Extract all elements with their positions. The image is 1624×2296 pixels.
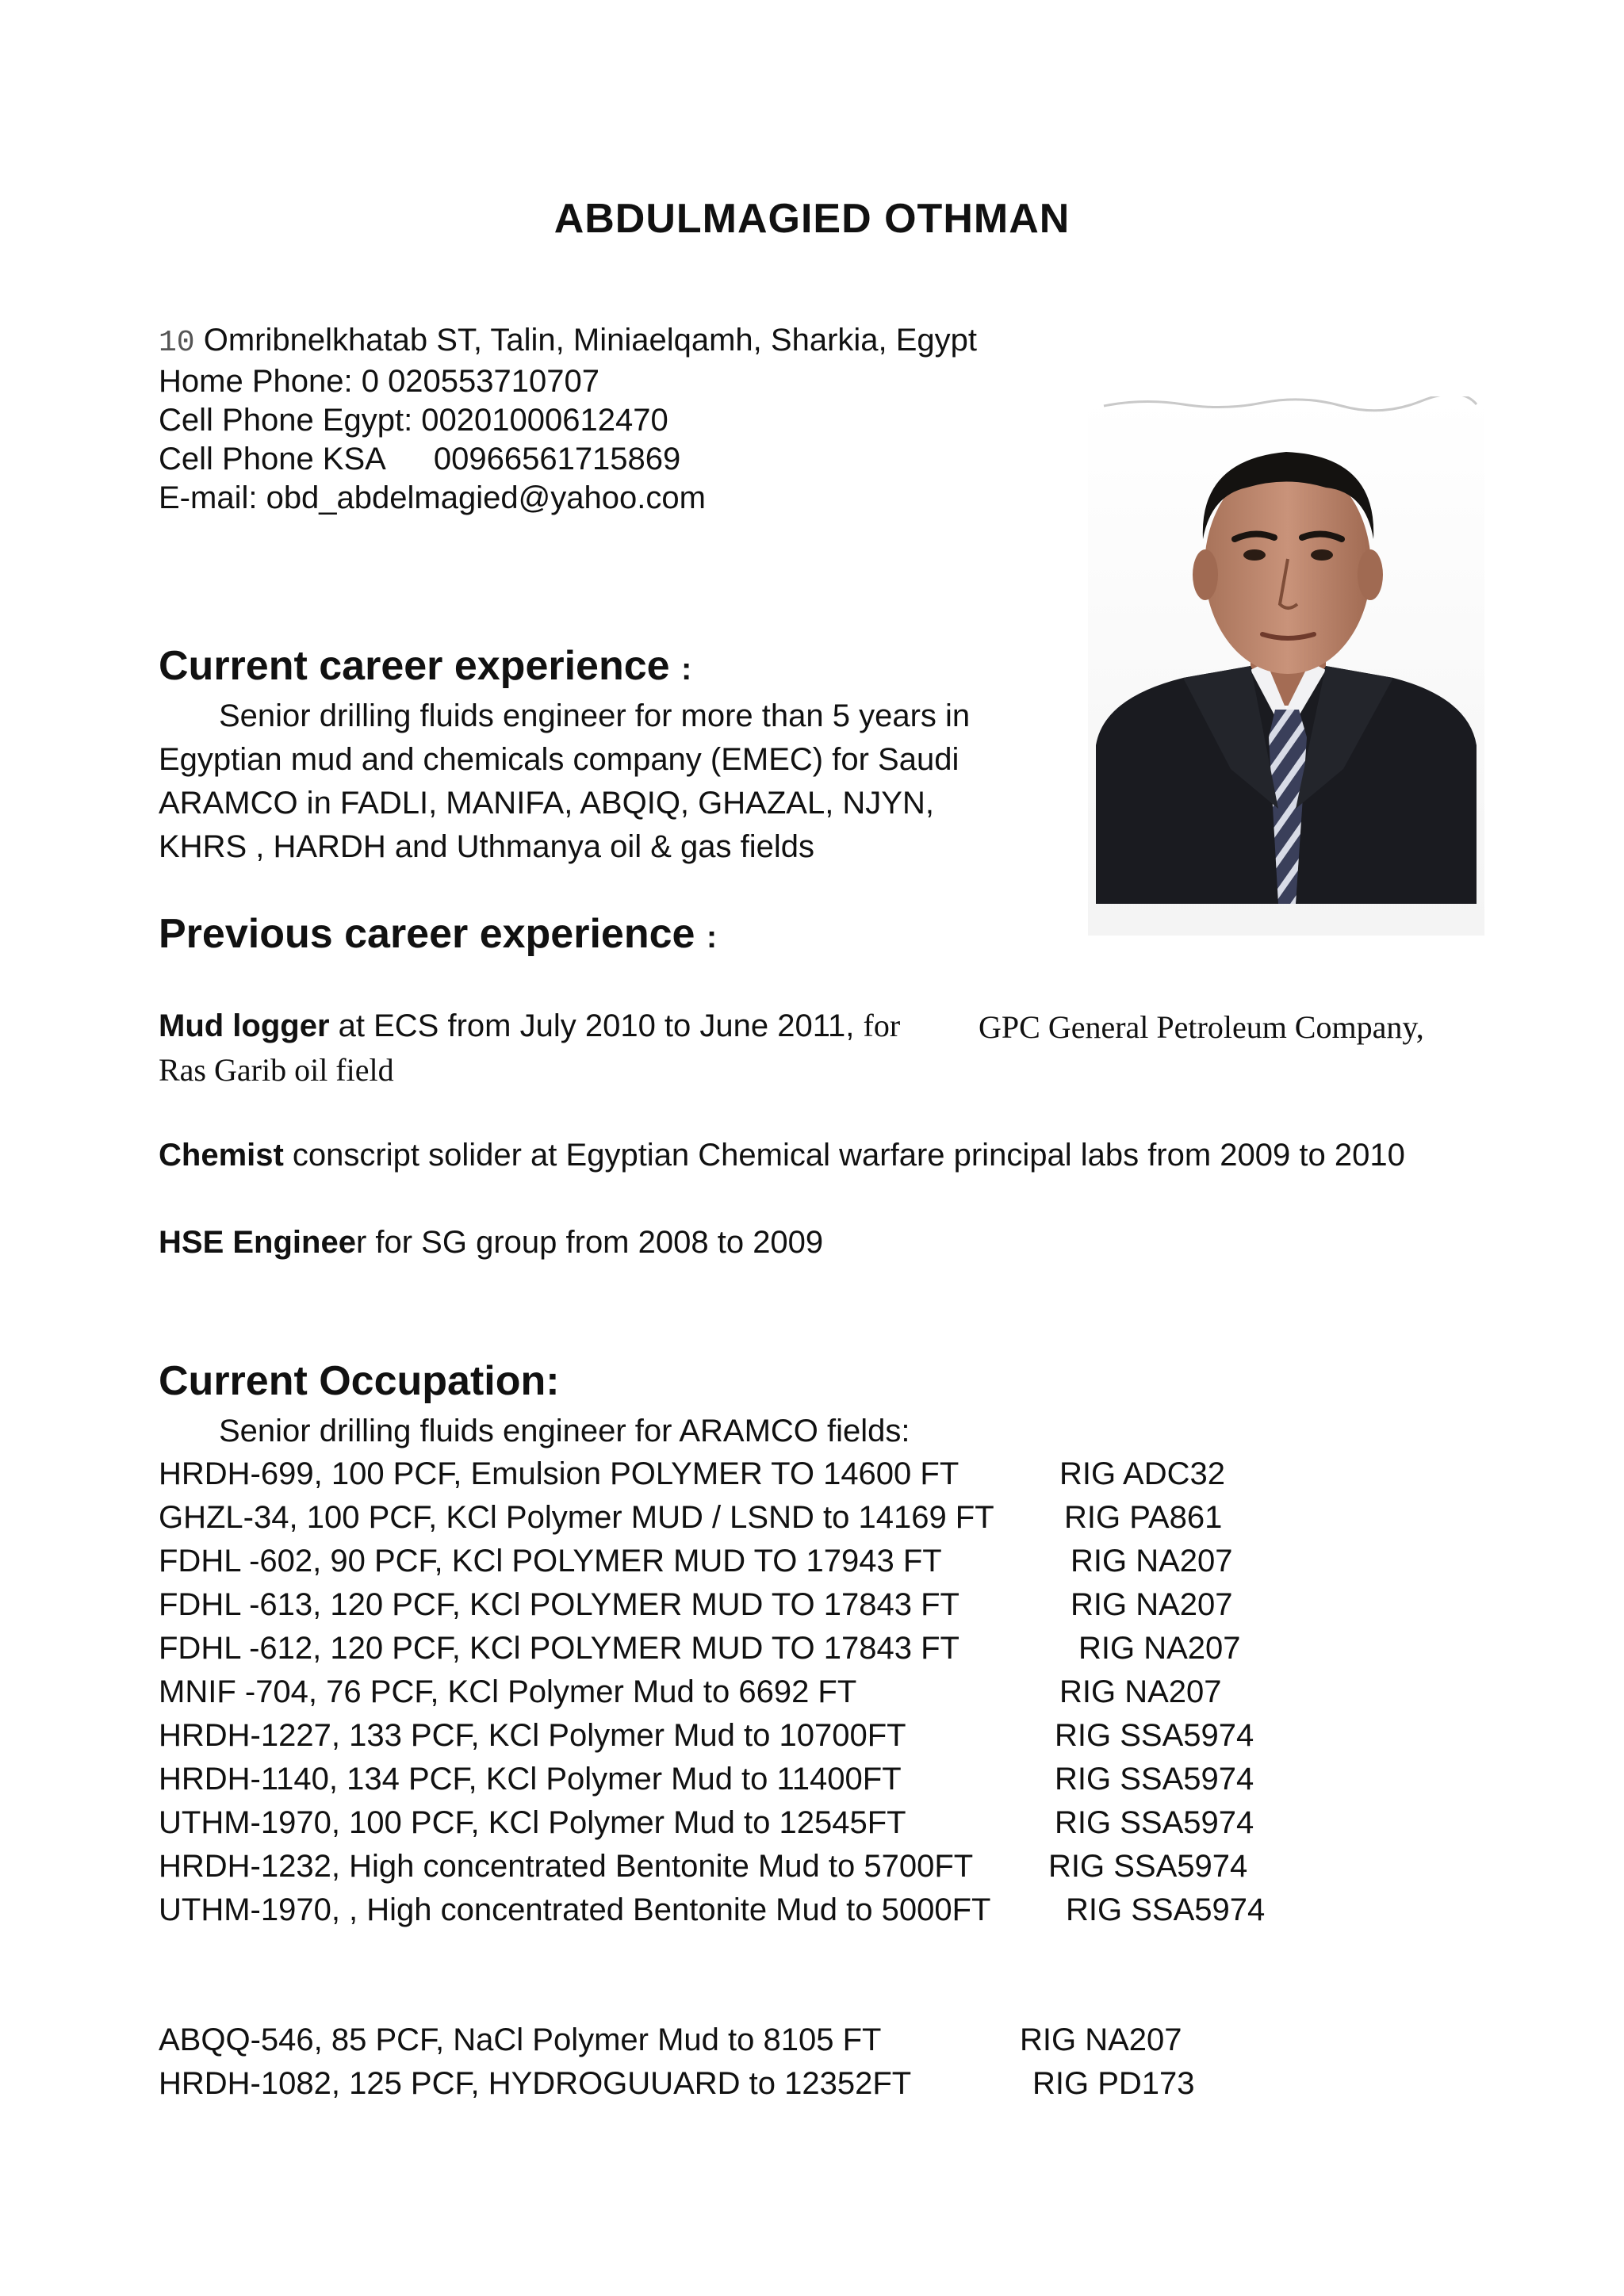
experience-hse-engineer <box>159 1225 823 1261</box>
rig-name: RIG SSA5974 <box>1048 1849 1248 1884</box>
current-career-line: Egyptian mud and chemicals company (EMEC) for Saudi <box>159 742 959 777</box>
rig-name: RIG NA207 <box>1020 2022 1182 2057</box>
email: E-mail: obd_abdelmagied@yahoo.com <box>159 480 706 515</box>
rig-name: RIG PD173 <box>1032 2066 1195 2101</box>
well-description: GHZL-34, 100 PCF, KCl Polymer MUD / LSND to 14169 FT <box>159 1500 994 1535</box>
rig-name: RIG NA207 <box>1071 1587 1233 1622</box>
well-row <box>159 1670 1222 1714</box>
address-line <box>159 321 977 362</box>
cell-phone-ksa-label: Cell Phone KSA <box>159 442 386 476</box>
well-row <box>159 1801 1254 1845</box>
job-description: r for SG group from 2008 to 2009 <box>355 1225 824 1260</box>
cell-phone-ksa <box>159 440 977 479</box>
well-description: HRDH-699, 100 PCF, Emulsion POLYMER TO 14600 FT <box>159 1456 959 1491</box>
well-description: HRDH-1232, High concentrated Bentonite Mud to 5700FT <box>159 1849 974 1884</box>
rig-name: RIG PA861 <box>1064 1500 1223 1535</box>
well-row <box>159 1452 1225 1496</box>
well-description: MNIF -704, 76 PCF, KCl Polymer Mud to 6692 FT <box>159 1674 857 1709</box>
well-description: FDHL -613, 120 PCF, KCl POLYMER MUD TO 17843 FT <box>159 1587 959 1622</box>
well-row <box>159 1540 1233 1583</box>
job-description-for: for <box>863 1008 901 1043</box>
rig-name: RIG NA207 <box>1078 1631 1241 1666</box>
well-description: HRDH-1140, 134 PCF, KCl Polymer Mud to 11400FT <box>159 1762 902 1797</box>
cell-phone-egypt: Cell Phone Egypt: 00201000612470 <box>159 403 668 438</box>
previous-career-heading-colon: : <box>706 920 718 955</box>
well-description: FDHL -612, 120 PCF, KCl POLYMER MUD TO 17843 FT <box>159 1631 959 1666</box>
rig-name: RIG ADC32 <box>1059 1456 1225 1491</box>
experience-mud-logger-location: Ras Garib oil field <box>159 1052 394 1088</box>
profile-photo <box>1088 396 1484 936</box>
well-row <box>159 1583 1233 1627</box>
current-occupation-heading: Current Occupation: <box>159 1358 560 1404</box>
job-description: conscript solider at Egyptian Chemical warfare principal labs from 2009 to 2010 <box>283 1138 1405 1173</box>
well-description: ABQQ-546, 85 PCF, NaCl Polymer Mud to 8105 FT <box>159 2022 882 2057</box>
rig-name: RIG SSA5974 <box>1055 1762 1254 1797</box>
job-title: HSE Enginee <box>159 1225 356 1260</box>
well-row <box>159 1758 1254 1801</box>
current-occupation-intro-text: Senior drilling fluids engineer for ARAMCO fields: <box>219 1414 910 1448</box>
well-description: UTHM-1970, 100 PCF, KCl Polymer Mud to 12545FT <box>159 1805 906 1840</box>
well-row <box>159 1888 1266 1932</box>
job-title: Mud logger <box>159 1008 330 1043</box>
experience-mud-logger-company: GPC General Petroleum Company, <box>979 1009 1424 1045</box>
previous-career-heading <box>159 910 717 958</box>
job-description: at ECS from July 2010 to June 2011, <box>329 1008 864 1043</box>
well-description: UTHM-1970, , High concentrated Bentonite Mud to 5000FT <box>159 1892 991 1927</box>
address-text: Omribnelkhatab ST, Talin, Miniaelqamh, Sharkia, Egypt <box>203 323 978 358</box>
experience-chemist <box>159 1138 1405 1173</box>
well-row <box>159 1845 1248 1888</box>
well-description: HRDH-1227, 133 PCF, KCl Polymer Mud to 10700FT <box>159 1718 906 1753</box>
rig-name: RIG SSA5974 <box>1055 1805 1254 1840</box>
address-number: 10 <box>159 326 195 360</box>
current-career-heading-text: Current career experience <box>159 643 670 689</box>
current-career-line <box>159 695 970 738</box>
well-row <box>159 1627 1241 1670</box>
current-career-heading <box>159 642 691 690</box>
experience-mud-logger <box>159 1007 900 1044</box>
cell-phone-ksa-number: 00966561715869 <box>433 442 681 476</box>
current-occupation-intro <box>159 1410 910 1453</box>
well-row <box>159 1714 1254 1758</box>
candidate-name: ABDULMAGIED OTHMAN <box>553 196 1071 242</box>
current-career-description <box>159 695 970 869</box>
well-row <box>159 1496 1223 1540</box>
rig-name: RIG NA207 <box>1071 1544 1233 1578</box>
well-description: FDHL -602, 90 PCF, KCl POLYMER MUD TO 17943 FT <box>159 1544 942 1578</box>
rig-name: RIG NA207 <box>1059 1674 1222 1709</box>
previous-career-heading-text: Previous career experience <box>159 911 695 957</box>
current-career-heading-colon: : <box>681 652 692 687</box>
rig-name: RIG SSA5974 <box>1066 1892 1266 1927</box>
job-title: Chemist <box>159 1138 284 1173</box>
current-career-line-text: Senior drilling fluids engineer for more than 5 years in <box>219 698 971 733</box>
current-career-line: KHRS , HARDH and Uthmanya oil & gas fields <box>159 829 814 864</box>
contact-block <box>159 321 977 518</box>
rig-name: RIG SSA5974 <box>1055 1718 1254 1753</box>
current-career-line: ARAMCO in FADLI, MANIFA, ABQIQ, GHAZAL, NJYN, <box>159 786 934 821</box>
well-row <box>159 2019 1182 2062</box>
well-description: HRDH-1082, 125 PCF, HYDROGUUARD to 12352FT <box>159 2066 912 2101</box>
well-row <box>159 2062 1195 2106</box>
home-phone: Home Phone: 0 020553710707 <box>159 364 600 399</box>
